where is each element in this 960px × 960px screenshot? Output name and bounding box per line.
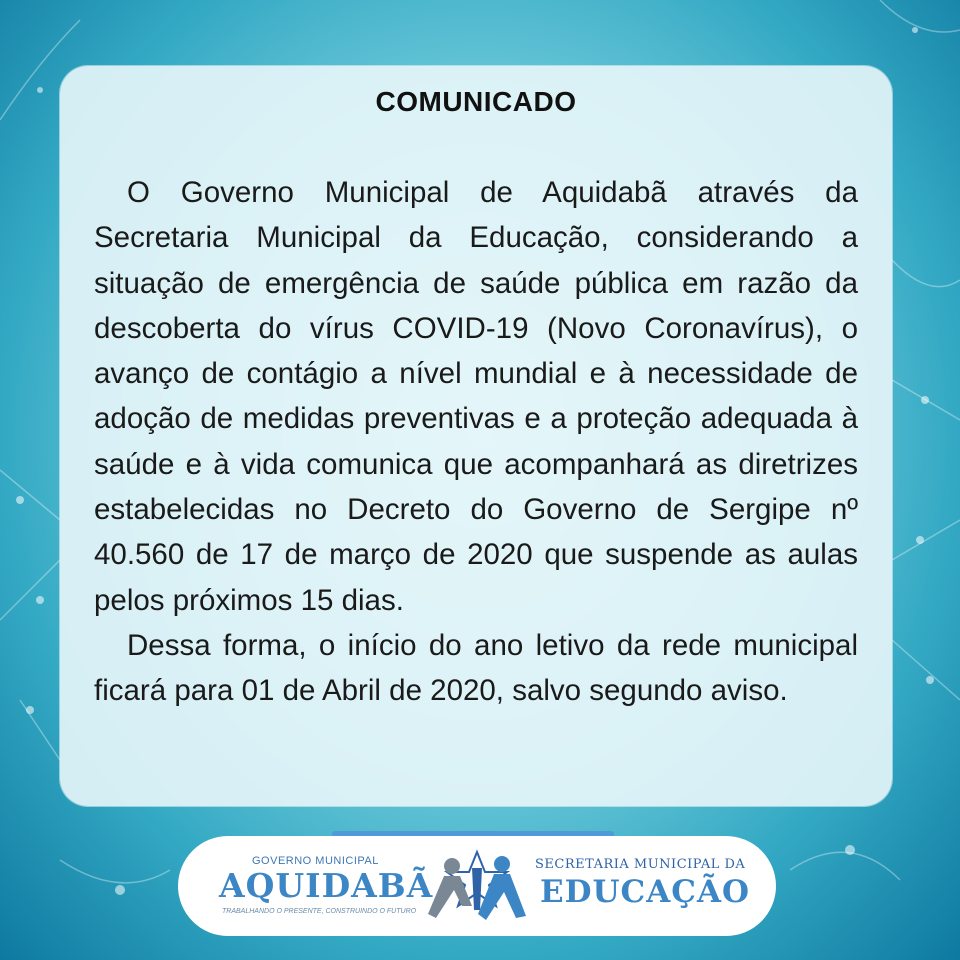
aquidaba-slogan: TRABALHANDO O PRESENTE, CONSTRUINDO O FUTURO <box>222 908 417 915</box>
governo-municipal-label: GOVERNO MUNICIPAL <box>252 855 379 867</box>
people-star-emblem-icon <box>422 848 532 926</box>
announcement-paragraph-1: O Governo Municipal de Aquidabã através da Secretaria Municipal da Educação, considerando a situação de emergência de saúde pública em razão da descoberta do vírus COVID-19 (Novo Coronavírus), o avanço de contágio a nível mundial e à necessidade de adoção de medidas preventivas e a proteção adequada à saúde e à vida comunica que acompanhará as diretrizes estabelecidas no Decreto do Governo de Sergipe nº 40.560 de 17 de março de 2020 que suspende as aulas pelos próximos 15 dias. <box>94 176 858 617</box>
educacao-logo-text: EDUCAÇÃO <box>540 874 750 910</box>
aquidaba-logo-text: AQUIDABÃ <box>219 866 434 905</box>
announcement-paragraph-2: Dessa forma, o início do ano letivo da rede municipal ficará para 01 de Abril de 2020, salvo segundo aviso. <box>94 628 858 708</box>
secretaria-label: SECRETARIA MUNICIPAL DA <box>535 857 746 872</box>
announcement-body <box>94 170 858 714</box>
announcement-title: COMUNICADO <box>375 86 577 117</box>
